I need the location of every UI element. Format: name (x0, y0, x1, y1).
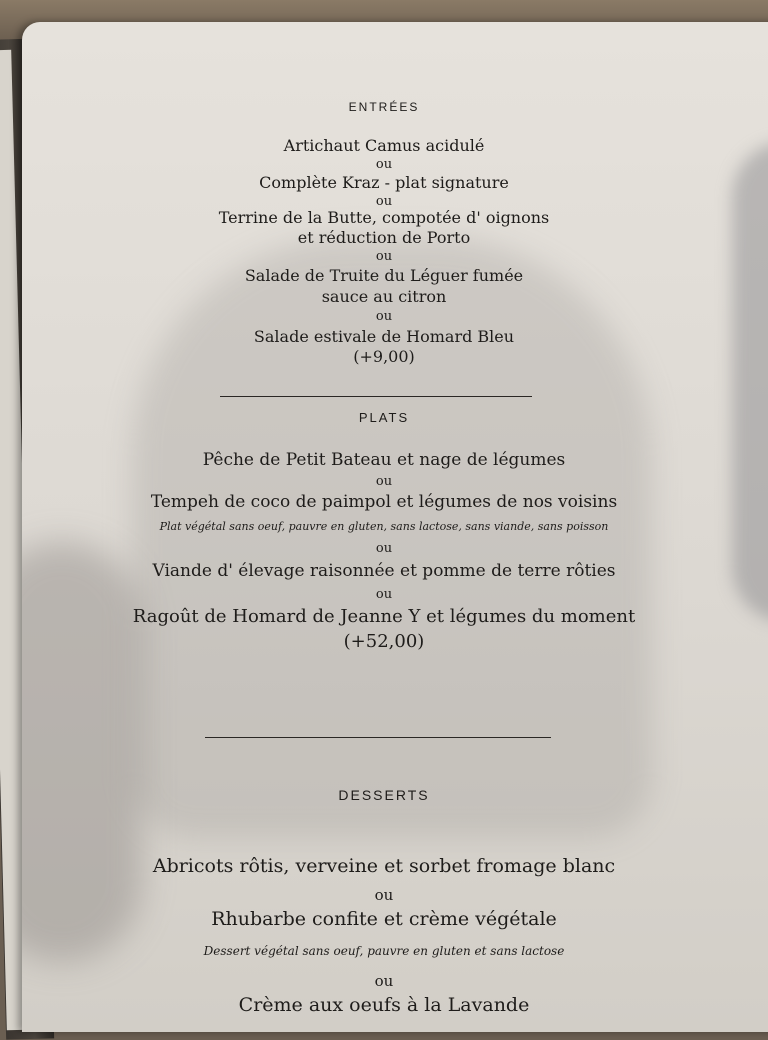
dish-ragout: Ragoût de Homard de Jeanne Y et légumes du moment (132, 606, 636, 627)
section-title-desserts: DESSERTS (338, 787, 430, 803)
divider (205, 737, 551, 738)
dish-complete-kraz: Complète Kraz - plat signature (259, 173, 509, 192)
dish-tempeh: Tempeh de coco de paimpol et légumes de nos voisins (150, 492, 618, 512)
dish-creme-lavande: Crème aux oeufs à la Lavande (238, 994, 530, 1016)
separator-ou: ou (375, 474, 393, 489)
section-title-plats: PLATS (358, 410, 410, 425)
separator-ou: ou (375, 249, 393, 264)
separator-ou: ou (375, 587, 393, 602)
dish-terrine-line2: et réduction de Porto (297, 228, 471, 247)
separator-ou: ou (375, 541, 393, 556)
price-homard-bleu: (+9,00) (353, 347, 415, 366)
separator-ou: ou (374, 886, 394, 904)
price-ragout: (+52,00) (343, 631, 425, 652)
dish-tempeh-note: Plat végétal sans oeuf, pauvre en gluten, sans lactose, sans viande, sans poisson (159, 520, 609, 533)
dish-rhubarbe-note: Dessert végétal sans oeuf, pauvre en gluten et sans lactose (203, 944, 565, 958)
dish-rhubarbe: Rhubarbe confite et crème végétale (211, 908, 557, 930)
divider (220, 396, 532, 397)
menu-content (22, 22, 768, 1024)
menu-page (22, 22, 768, 1032)
dish-peche: Pêche de Petit Bateau et nage de légumes (202, 450, 566, 470)
separator-ou: ou (375, 157, 393, 172)
dish-salade-truite: Salade de Truite du Léguer fumée (244, 266, 524, 285)
separator-ou: ou (375, 309, 393, 324)
section-title-entrees: ENTRÉES (348, 100, 420, 114)
separator-ou: ou (375, 194, 393, 209)
dish-salade-truite-line2: sauce au citron (321, 287, 447, 306)
dish-viande: Viande d' élevage raisonnée et pomme de terre rôties (152, 561, 616, 581)
separator-ou: ou (374, 972, 394, 990)
dish-abricots: Abricots rôtis, verveine et sorbet fromage blanc (152, 855, 616, 877)
dish-homard-bleu: Salade estivale de Homard Bleu (253, 327, 515, 346)
dish-terrine: Terrine de la Butte, compotée d' oignons (218, 208, 550, 227)
dish-artichaut: Artichaut Camus acidulé (283, 136, 485, 155)
